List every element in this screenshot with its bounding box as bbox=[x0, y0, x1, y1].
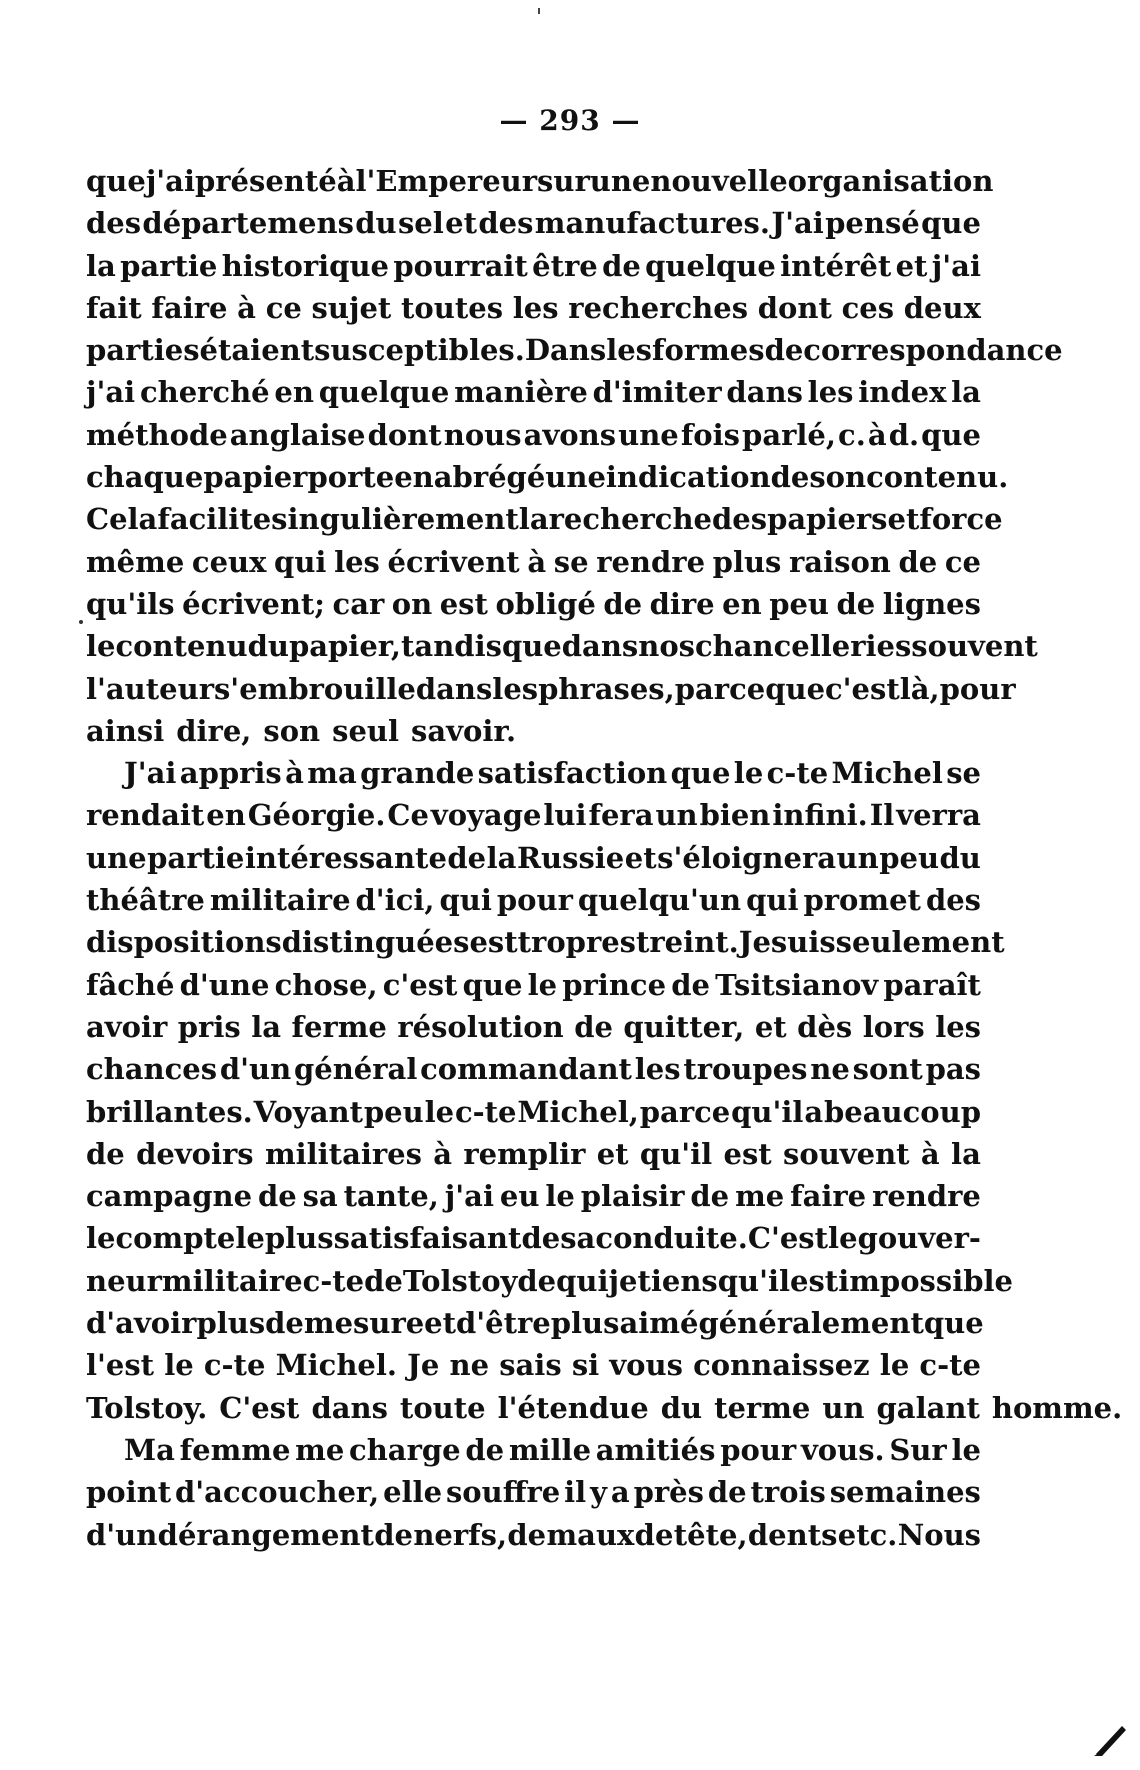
print-speck bbox=[79, 620, 83, 624]
text-line: campagne de sa tante, j'ai eu le plaisir de me faire rendre bbox=[86, 1179, 981, 1214]
text-line: avoir pris la ferme résolution de quitter, et dès lors les bbox=[86, 1009, 981, 1044]
page-number: — 293 — bbox=[499, 104, 641, 137]
text-line: l'auteur s'embrouille dans les phrases, parce que c'est là, pour bbox=[86, 671, 1016, 706]
text-line: le contenu du papier, tandis que dans nos chancelleries souvent bbox=[86, 629, 1038, 664]
text-line: Tolstoy. C'est dans toute l'étendue du terme un galant homme. bbox=[86, 1390, 1123, 1425]
text-line: de devoirs militaires à remplir et qu'il est souvent à la bbox=[86, 1136, 981, 1171]
text-line: théâtre militaire d'ici, qui pour quelqu'un qui promet des bbox=[86, 883, 981, 918]
text-line: même ceux qui les écrivent à se rendre plus raison de ce bbox=[86, 544, 981, 579]
text-line: j'ai cherché en quelque manière d'imiter dans les index la bbox=[86, 375, 981, 410]
text-line: fait faire à ce sujet toutes les recherches dont ces deux bbox=[86, 290, 981, 325]
text-line: Cela facilite singulièrement la recherche des papiers et force bbox=[86, 502, 1003, 537]
text-line: Ma femme me charge de mille amitiés pour vous. Sur le bbox=[124, 1432, 981, 1467]
text-line: parties étaient susceptibles. Dans les formes de correspondance bbox=[86, 333, 1063, 368]
text-line: J'ai appris à ma grande satisfaction que le c-te Michel se bbox=[124, 756, 981, 791]
corner-smudge-icon bbox=[1092, 1718, 1128, 1758]
text-line: qu'ils écrivent; car on est obligé de dire en peu de lignes bbox=[86, 586, 981, 621]
text-line: méthode anglaise dont nous avons une fois parlé, c. à d. que bbox=[86, 417, 981, 452]
text-line: d'avoir plus de mesure et d'être plus aimé généralement que bbox=[86, 1306, 984, 1341]
text-line: point d'accoucher, elle souffre il y a près de trois semaines bbox=[86, 1475, 981, 1510]
body-text bbox=[86, 160, 1123, 1556]
text-line: brillantes. Voyant peu le c-te Michel, parce qu'il a beaucoup bbox=[86, 1094, 981, 1129]
text-line: une partie intéressante de la Russie et s'éloignera un peu du bbox=[86, 840, 981, 875]
text-line: rendait en Géorgie. Ce voyage lui fera un bien infini. Il verra bbox=[86, 798, 981, 833]
text-line: l'est le c-te Michel. Je ne sais si vous connaissez le c-te bbox=[86, 1348, 981, 1383]
text-line: dispositions distinguées est trop restreint. Je suis seulement bbox=[86, 925, 1005, 960]
print-speck bbox=[538, 8, 540, 14]
text-line: fâché d'une chose, c'est que le prince de Tsitsianov paraît bbox=[86, 967, 981, 1002]
text-line: chances d'un général commandant les troupes ne sont pas bbox=[86, 1052, 981, 1087]
text-line: ainsi dire, son seul savoir. bbox=[86, 713, 517, 748]
text-line: neur militaire c-te de Tolstoy de qui je tiens qu'il est impossible bbox=[86, 1263, 1013, 1298]
text-line: la partie historique pourrait être de quelque intérêt et j'ai bbox=[86, 248, 981, 283]
text-line: que j'ai présenté à l'Empereur sur une nouvelle organisation bbox=[86, 164, 994, 198]
text-line: d'un dérangement de nerfs, de maux de tête, dents etc. Nous bbox=[86, 1517, 981, 1552]
text-line: des départemens du sel et des manufactures. J'ai pensé que bbox=[86, 206, 981, 241]
text-line: chaque papier porte en abrégé une indication de son contenu. bbox=[86, 460, 1009, 495]
text-line: le compte le plus satisfaisant de sa conduite. C'est le gouver- bbox=[86, 1221, 981, 1256]
